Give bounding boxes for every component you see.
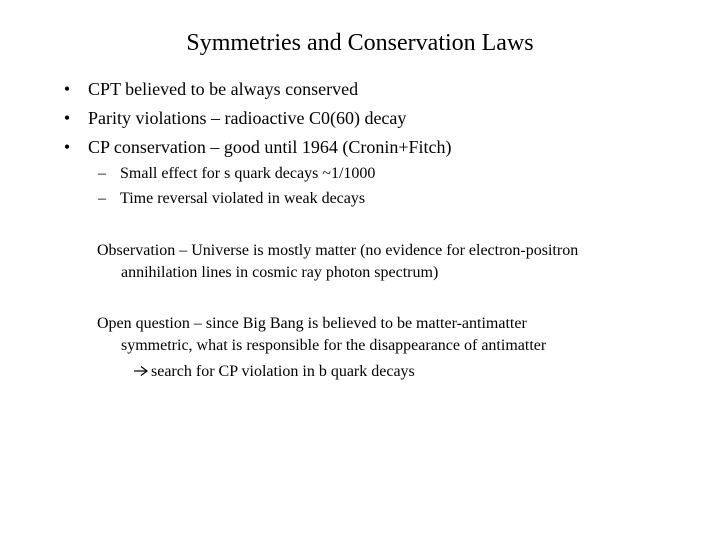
arrow-right-icon xyxy=(133,361,151,383)
question-line: search for CP violation in b quark decays xyxy=(151,363,415,380)
bullet-item xyxy=(63,78,359,100)
observation-line: annihilation lines in cosmic ray photon spectrum) xyxy=(121,264,439,281)
question-paragraph xyxy=(97,313,546,383)
bullet-dot-icon: • xyxy=(63,137,71,157)
bullet-item xyxy=(63,136,452,158)
bullet-text: CPT believed to be always conserved xyxy=(88,79,359,99)
observation-paragraph xyxy=(97,240,578,284)
sub-bullet-item xyxy=(98,189,366,209)
question-line: symmetric, what is responsible for the disappearance of antimatter xyxy=(121,337,547,354)
sub-bullet-text: Small effect for s quark decays ~1/1000 xyxy=(120,165,376,182)
sub-bullet-item xyxy=(98,164,376,184)
dash-icon: – xyxy=(98,190,106,207)
observation-line: Observation – Universe is mostly matter (no evidence for electron-positron xyxy=(97,242,579,259)
sub-bullet-text: Time reversal violated in weak decays xyxy=(120,190,366,207)
question-line: Open question – since Big Bang is believed to be matter-antimatter xyxy=(97,315,527,332)
bullet-dot-icon: • xyxy=(63,108,71,128)
dash-icon: – xyxy=(98,165,106,182)
bullet-text: Parity violations – radioactive C0(60) decay xyxy=(88,108,407,128)
question-conclusion xyxy=(97,361,546,383)
slide-title: Symmetries and Conservation Laws xyxy=(186,30,534,56)
bullet-item xyxy=(63,107,407,129)
bullet-dot-icon: • xyxy=(63,79,71,99)
bullet-text: CP conservation – good until 1964 (Cronin+Fitch) xyxy=(88,137,452,157)
